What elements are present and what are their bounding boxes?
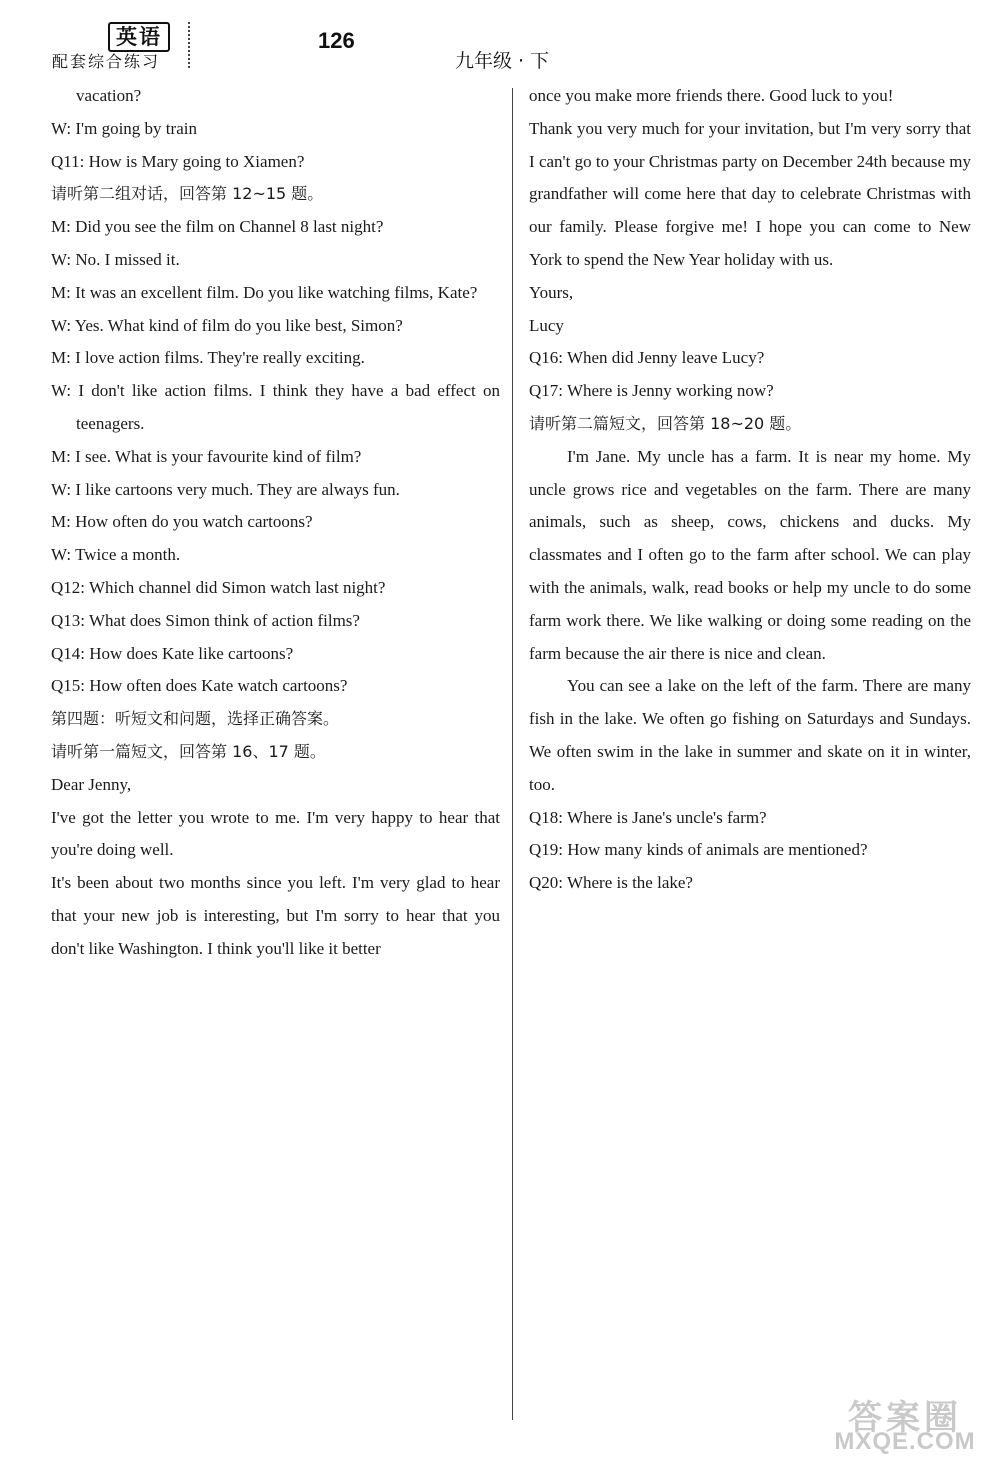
right-column — [529, 80, 971, 900]
dialogue-line: W: No. I missed it. — [51, 249, 180, 269]
instruction-line: 请听第二组对话，回答第 12~15 题。 — [51, 184, 324, 204]
question-line: Q18: Where is Jane's uncle's farm? — [529, 807, 767, 827]
question-line: Q16: When did Jenny leave Lucy? — [529, 348, 765, 368]
book-series-label: 配套综合练习 — [52, 52, 161, 71]
site-watermark — [820, 1390, 990, 1456]
dialogue-line: M: I love action films. They're really exciting. — [51, 348, 365, 368]
dialogue-line: M: I see. What is your favourite kind of film? — [51, 446, 362, 466]
dialogue-line: M: It was an excellent film. Do you like watching films, Kate? — [51, 282, 478, 302]
column-divider — [512, 88, 513, 1420]
dialogue-line: W: I don't like action films. I think they have a bad effect on teenagers. — [51, 381, 500, 433]
instruction-line: 请听第二篇短文，回答第 18~20 题。 — [529, 413, 802, 433]
question-line: Q19: How many kinds of animals are mentioned? — [529, 840, 868, 860]
page-header — [0, 0, 1000, 80]
instruction-line: 请听第一篇短文，回答第 16、17 题。 — [51, 741, 326, 761]
question-line: Q15: How often does Kate watch cartoons? — [51, 676, 348, 696]
dialogue-line: W: Yes. What kind of film do you like best, Simon? — [51, 315, 403, 335]
question-line: Q11: How is Mary going to Xiamen? — [51, 151, 305, 171]
dialogue-line: M: How often do you watch cartoons? — [51, 512, 313, 532]
question-line: Q13: What does Simon think of action films? — [51, 610, 360, 630]
subject-logo: 英语 — [108, 22, 170, 52]
letter-closing: Yours, — [529, 282, 574, 302]
page-number: 126 — [318, 28, 355, 53]
question-line: Q20: Where is the lake? — [529, 873, 693, 893]
letter-paragraph: It's been about two months since you left. I'm very glad to hear that your new job is interesting, but I'm sorry to hear that you don't like Washington. I think you'll like it better — [51, 873, 500, 958]
left-column — [51, 80, 500, 966]
dialogue-line: M: Did you see the film on Channel 8 last night? — [51, 217, 384, 237]
letter-signature: Lucy — [529, 315, 564, 335]
section-heading: 第四题：听短文和问题，选择正确答案。 — [51, 709, 340, 729]
letter-paragraph: Thank you very much for your invitation, but I'm very sorry that I can't go to your Christmas party on December 24th because my grandfather will come here that day to celebrate Christmas with our family. Please forgive me! I hope you can come to New York to spend the New Year holiday with us. — [529, 118, 971, 269]
letter-paragraph: I've got the letter you wrote to me. I'm very happy to hear that you're doing well. — [51, 807, 500, 860]
dialogue-line: W: I like cartoons very much. They are always fun. — [51, 479, 400, 499]
question-line: Q14: How does Kate like cartoons? — [51, 643, 294, 663]
letter-paragraph: once you make more friends there. Good luck to you! — [529, 86, 894, 105]
watermark-logo-text: 答案圈 — [848, 1398, 962, 1438]
passage-paragraph: I'm Jane. My uncle has a farm. It is near my home. My uncle grows rice and vegetables on the farm. There are many animals, such as sheep, cows, chickens and ducks. My classmates and I often go to the farm after school. We can play with the animals, walk, read books or help my uncle to do some farm work there. We like walking or doing some reading on the farm because the air there is nice and clean. — [529, 446, 971, 663]
header-dotted-divider — [188, 22, 190, 68]
text-line: W: I'm going by train — [51, 118, 197, 138]
question-line: Q17: Where is Jenny working now? — [529, 381, 774, 401]
passage-paragraph: You can see a lake on the left of the farm. There are many fish in the lake. We often go fishing on Saturdays and Sundays. We often swim in the lake in summer and skate on it in winter, too. — [529, 676, 971, 794]
watermark-url: MXQE.COM — [834, 1428, 976, 1455]
grade-label: 九年级 · 下 — [455, 50, 550, 72]
text-line: vacation? — [76, 86, 142, 105]
letter-salutation: Dear Jenny, — [51, 774, 132, 794]
dialogue-line: W: Twice a month. — [51, 545, 181, 565]
question-line: Q12: Which channel did Simon watch last night? — [51, 577, 386, 597]
